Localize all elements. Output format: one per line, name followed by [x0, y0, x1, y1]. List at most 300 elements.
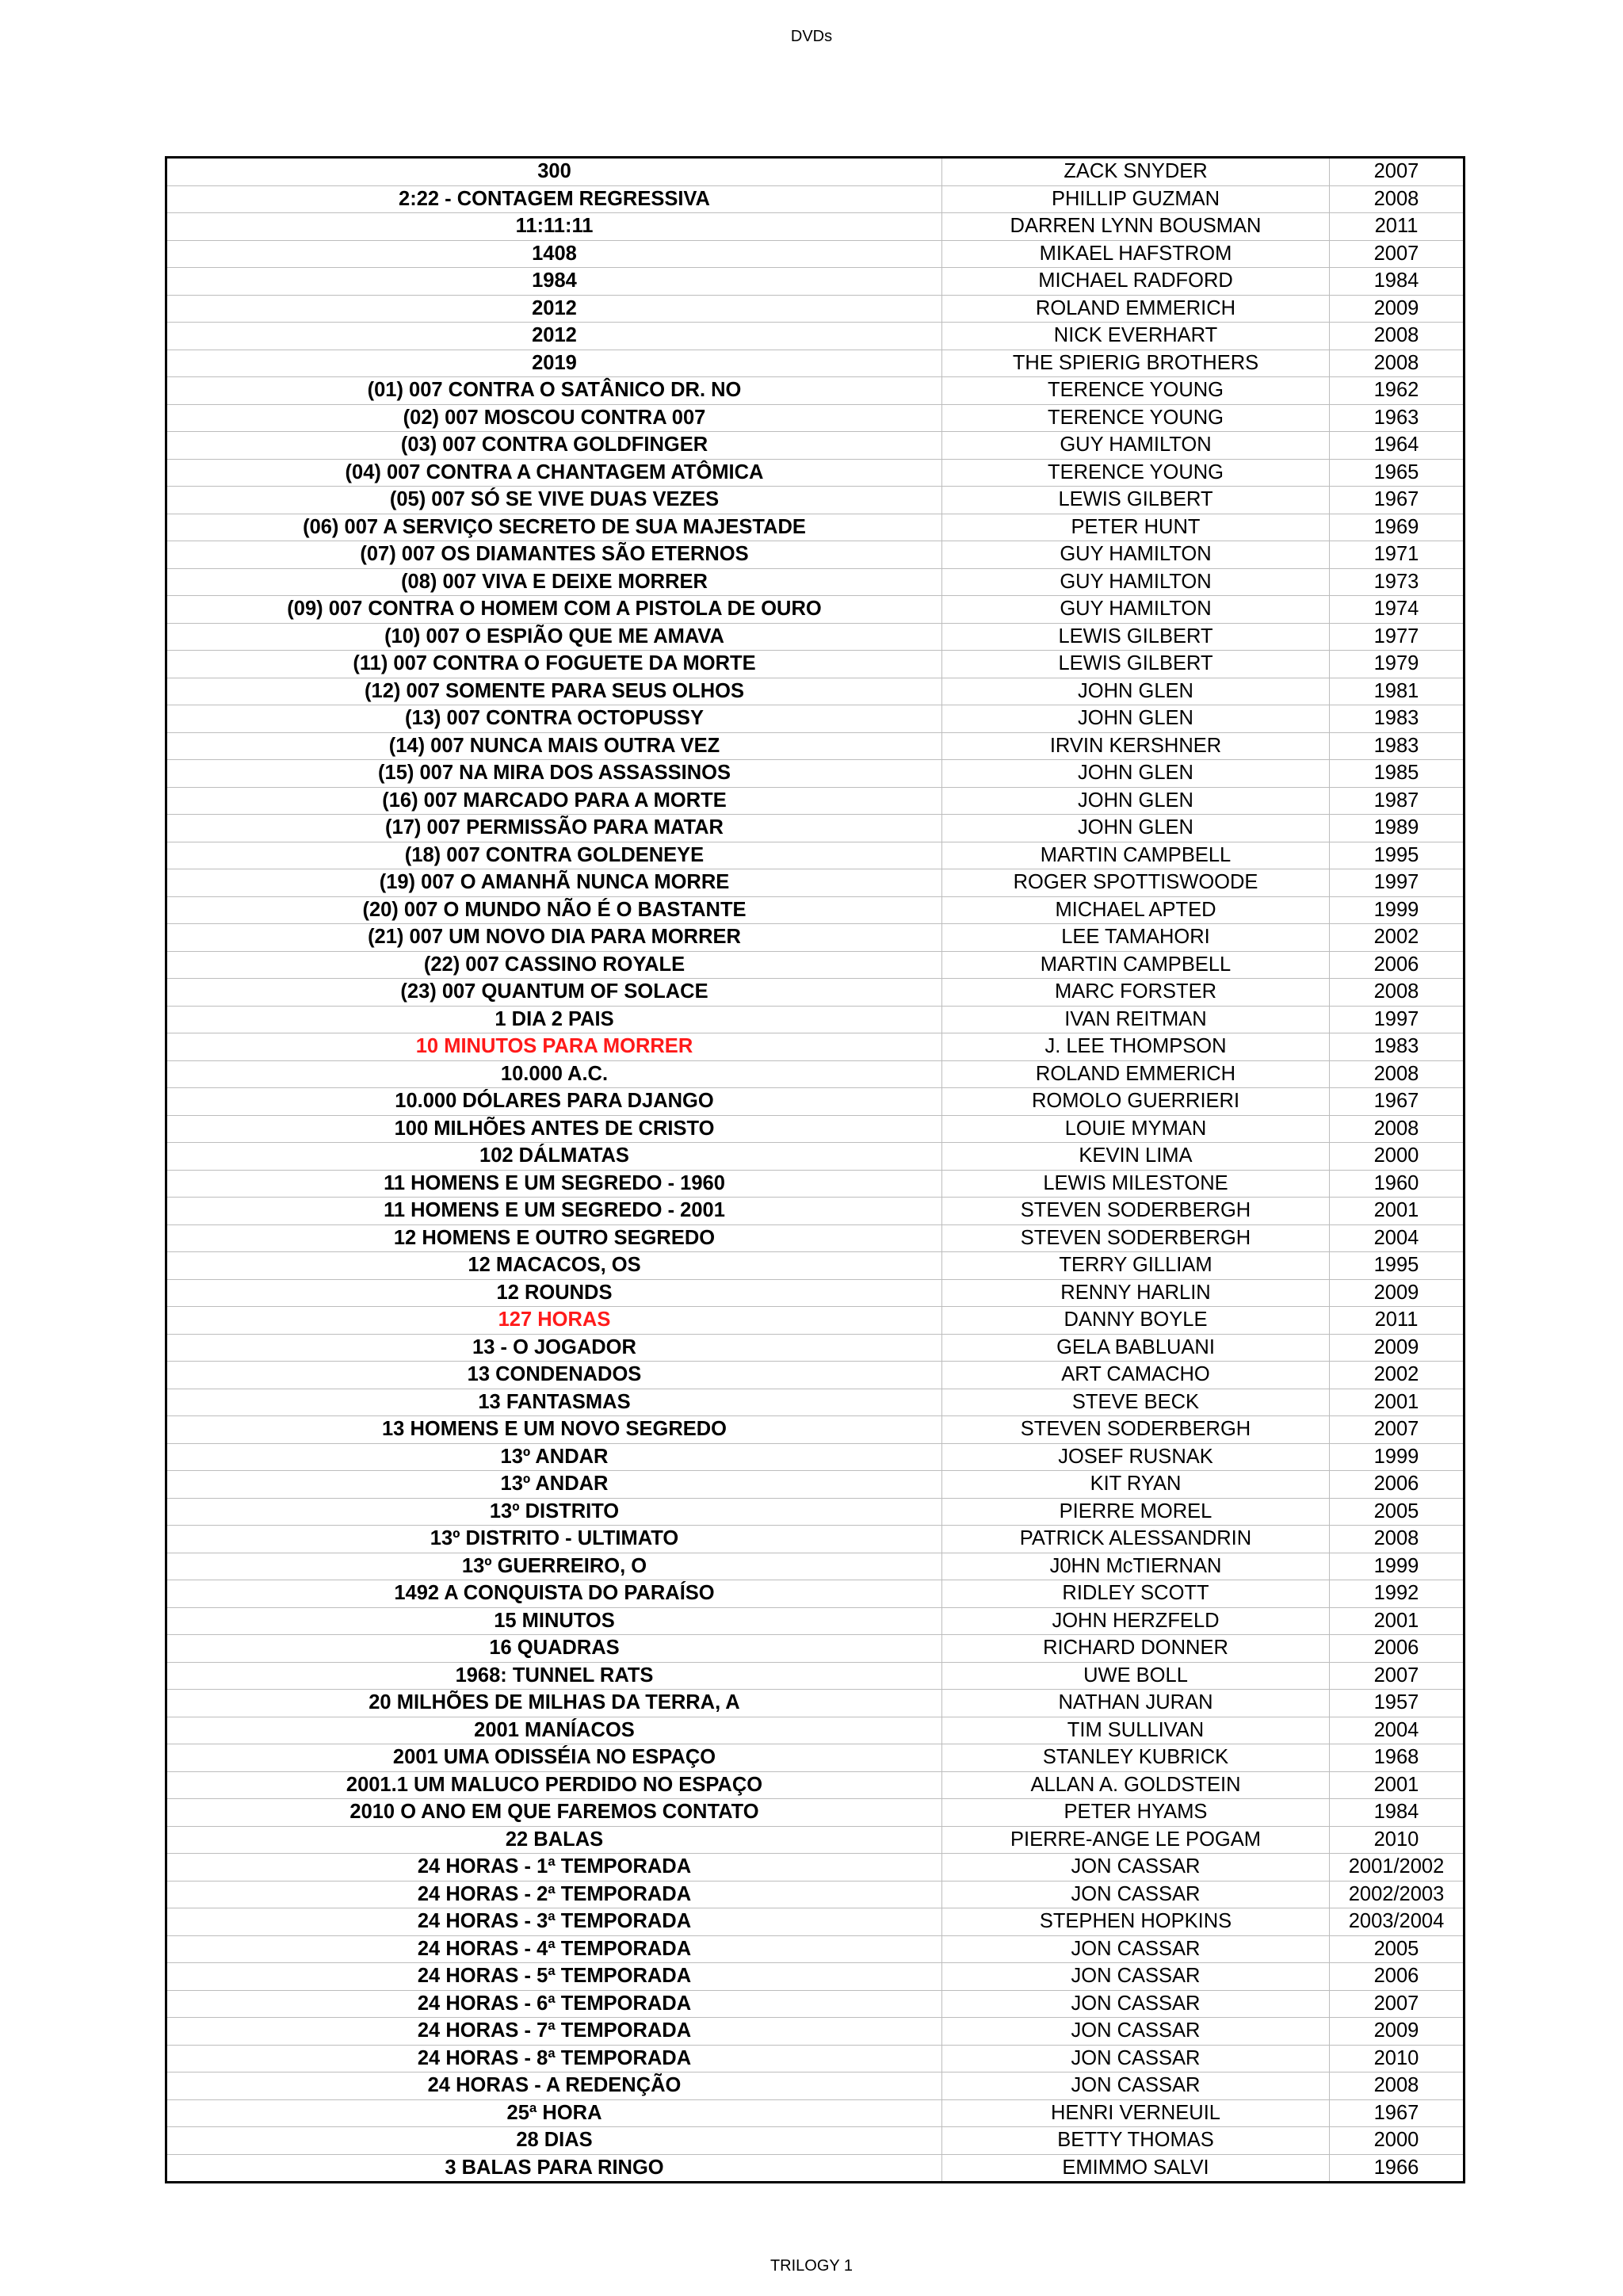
table-row — [166, 541, 1465, 569]
table-row — [166, 1607, 1465, 1635]
title-cell: 10.000 A.C. — [166, 1060, 942, 1088]
director-cell: J. LEE THOMPSON — [942, 1033, 1330, 1061]
table-row — [166, 842, 1465, 869]
table-row — [166, 678, 1465, 705]
year-cell: 2007 — [1330, 1416, 1465, 1444]
table-row — [166, 869, 1465, 897]
year-cell: 1963 — [1330, 404, 1465, 432]
title-cell: 12 ROUNDS — [166, 1279, 942, 1307]
director-cell: JON CASSAR — [942, 1963, 1330, 1991]
title-cell: 13º DISTRITO - ULTIMATO — [166, 1526, 942, 1553]
table-row — [166, 596, 1465, 624]
title-cell: 24 HORAS - 5ª TEMPORADA — [166, 1963, 942, 1991]
director-cell: NICK EVERHART — [942, 323, 1330, 350]
year-cell: 2009 — [1330, 1279, 1465, 1307]
year-cell: 2001 — [1330, 1198, 1465, 1225]
year-cell: 1983 — [1330, 732, 1465, 760]
title-cell: 24 HORAS - 7ª TEMPORADA — [166, 2018, 942, 2046]
director-cell: JON CASSAR — [942, 2018, 1330, 2046]
title-cell: (16) 007 MARCADO PARA A MORTE — [166, 787, 942, 815]
director-cell: THE SPIERIG BROTHERS — [942, 350, 1330, 377]
year-cell: 1965 — [1330, 459, 1465, 487]
year-cell: 1979 — [1330, 651, 1465, 678]
table-row — [166, 1362, 1465, 1389]
table-row — [166, 760, 1465, 788]
title-cell: 24 HORAS - A REDENÇÃO — [166, 2073, 942, 2100]
year-cell: 1985 — [1330, 760, 1465, 788]
title-cell: 2012 — [166, 295, 942, 323]
title-cell: 13º GUERREIRO, O — [166, 1553, 942, 1580]
table-row — [166, 487, 1465, 514]
table-row — [166, 213, 1465, 241]
year-cell: 2006 — [1330, 1963, 1465, 1991]
table-row — [166, 787, 1465, 815]
table-row — [166, 350, 1465, 377]
year-cell: 1964 — [1330, 432, 1465, 460]
table-row — [166, 1389, 1465, 1416]
year-cell: 1997 — [1330, 1006, 1465, 1033]
title-cell: 2001.1 UM MALUCO PERDIDO NO ESPAÇO — [166, 1771, 942, 1799]
title-cell: (17) 007 PERMISSÃO PARA MATAR — [166, 815, 942, 842]
table-row — [166, 1033, 1465, 1061]
year-cell: 2010 — [1330, 1826, 1465, 1854]
table-row — [166, 268, 1465, 296]
title-cell: (08) 007 VIVA E DEIXE MORRER — [166, 568, 942, 596]
director-cell: ROGER SPOTTISWOODE — [942, 869, 1330, 897]
year-cell: 2007 — [1330, 1990, 1465, 2018]
year-cell: 1983 — [1330, 705, 1465, 733]
title-cell: 102 DÁLMATAS — [166, 1143, 942, 1171]
table-row — [166, 1060, 1465, 1088]
title-cell: (10) 007 O ESPIÃO QUE ME AMAVA — [166, 623, 942, 651]
director-cell: PIERRE MOREL — [942, 1498, 1330, 1526]
director-cell: RICHARD DONNER — [942, 1635, 1330, 1663]
director-cell: JOHN GLEN — [942, 815, 1330, 842]
year-cell: 2004 — [1330, 1224, 1465, 1252]
director-cell: GELA BABLUANI — [942, 1334, 1330, 1362]
year-cell: 2004 — [1330, 1717, 1465, 1744]
title-cell: 1968: TUNNEL RATS — [166, 1662, 942, 1690]
table-row — [166, 1990, 1465, 2018]
title-cell: 300 — [166, 158, 942, 186]
title-cell: 10.000 DÓLARES PARA DJANGO — [166, 1088, 942, 1116]
director-cell: STEPHEN HOPKINS — [942, 1908, 1330, 1936]
director-cell: UWE BOLL — [942, 1662, 1330, 1690]
title-cell: 24 HORAS - 4ª TEMPORADA — [166, 1935, 942, 1963]
year-cell: 2008 — [1330, 2073, 1465, 2100]
year-cell: 2000 — [1330, 1143, 1465, 1171]
title-cell: (07) 007 OS DIAMANTES SÃO ETERNOS — [166, 541, 942, 569]
table-row — [166, 1224, 1465, 1252]
director-cell: ALLAN A. GOLDSTEIN — [942, 1771, 1330, 1799]
table-row — [166, 1526, 1465, 1553]
year-cell: 2010 — [1330, 2045, 1465, 2073]
year-cell: 1989 — [1330, 815, 1465, 842]
title-cell: 13º DISTRITO — [166, 1498, 942, 1526]
title-cell: (03) 007 CONTRA GOLDFINGER — [166, 432, 942, 460]
director-cell: DANNY BOYLE — [942, 1307, 1330, 1335]
title-cell: 13 FANTASMAS — [166, 1389, 942, 1416]
director-cell: TERRY GILLIAM — [942, 1252, 1330, 1280]
title-cell: (02) 007 MOSCOU CONTRA 007 — [166, 404, 942, 432]
year-cell: 2006 — [1330, 951, 1465, 979]
director-cell: GUY HAMILTON — [942, 541, 1330, 569]
year-cell: 2007 — [1330, 158, 1465, 186]
table-row — [166, 1826, 1465, 1854]
table-row — [166, 240, 1465, 268]
director-cell: KIT RYAN — [942, 1471, 1330, 1499]
title-cell: 11 HOMENS E UM SEGREDO - 2001 — [166, 1198, 942, 1225]
title-cell: 24 HORAS - 1ª TEMPORADA — [166, 1854, 942, 1881]
title-cell: 16 QUADRAS — [166, 1635, 942, 1663]
title-cell: (19) 007 O AMANHÃ NUNCA MORRE — [166, 869, 942, 897]
title-cell: 3 BALAS PARA RINGO — [166, 2154, 942, 2183]
page-header: DVDs — [790, 28, 833, 45]
title-cell: 13º ANDAR — [166, 1443, 942, 1471]
table-row — [166, 1744, 1465, 1772]
year-cell: 1999 — [1330, 896, 1465, 924]
director-cell: STEVEN SODERBERGH — [942, 1198, 1330, 1225]
table-row — [166, 2073, 1465, 2100]
title-cell: 100 MILHÕES ANTES DE CRISTO — [166, 1115, 942, 1143]
director-cell: RENNY HARLIN — [942, 1279, 1330, 1307]
table-row — [166, 1498, 1465, 1526]
year-cell: 1969 — [1330, 514, 1465, 541]
director-cell: GUY HAMILTON — [942, 432, 1330, 460]
title-cell: 24 HORAS - 6ª TEMPORADA — [166, 1990, 942, 2018]
table-row — [166, 432, 1465, 460]
year-cell: 2008 — [1330, 350, 1465, 377]
year-cell: 1974 — [1330, 596, 1465, 624]
director-cell: NATHAN JURAN — [942, 1690, 1330, 1717]
year-cell: 2009 — [1330, 295, 1465, 323]
table-row — [166, 1088, 1465, 1116]
year-cell: 2006 — [1330, 1635, 1465, 1663]
year-cell: 2006 — [1330, 1471, 1465, 1499]
year-cell: 1992 — [1330, 1580, 1465, 1608]
table-row — [166, 623, 1465, 651]
table-row — [166, 185, 1465, 213]
year-cell: 2000 — [1330, 2127, 1465, 2155]
table-row — [166, 896, 1465, 924]
year-cell: 2008 — [1330, 323, 1465, 350]
director-cell: MIKAEL HAFSTROM — [942, 240, 1330, 268]
director-cell: TERENCE YOUNG — [942, 459, 1330, 487]
table-row — [166, 1580, 1465, 1608]
director-cell: JON CASSAR — [942, 2073, 1330, 2100]
year-cell: 2008 — [1330, 1526, 1465, 1553]
title-cell: 1408 — [166, 240, 942, 268]
year-cell: 1968 — [1330, 1744, 1465, 1772]
director-cell: JOHN GLEN — [942, 678, 1330, 705]
table-row — [166, 1881, 1465, 1908]
title-cell: 13 - O JOGADOR — [166, 1334, 942, 1362]
table-row — [166, 1198, 1465, 1225]
title-cell: 11 HOMENS E UM SEGREDO - 1960 — [166, 1170, 942, 1198]
year-cell: 1962 — [1330, 377, 1465, 405]
table-row — [166, 1553, 1465, 1580]
table-row — [166, 459, 1465, 487]
table-row — [166, 1799, 1465, 1827]
year-cell: 1983 — [1330, 1033, 1465, 1061]
year-cell: 2008 — [1330, 1060, 1465, 1088]
title-cell: 13º ANDAR — [166, 1471, 942, 1499]
dvd-table-body — [166, 158, 1465, 2183]
table-row — [166, 1662, 1465, 1690]
year-cell: 2005 — [1330, 1935, 1465, 1963]
director-cell: JOHN GLEN — [942, 705, 1330, 733]
title-cell: (05) 007 SÓ SE VIVE DUAS VEZES — [166, 487, 942, 514]
table-row — [166, 2045, 1465, 2073]
director-cell: MARTIN CAMPBELL — [942, 951, 1330, 979]
title-cell: (06) 007 A SERVIÇO SECRETO DE SUA MAJESTADE — [166, 514, 942, 541]
table-row — [166, 1416, 1465, 1444]
title-cell: 12 HOMENS E OUTRO SEGREDO — [166, 1224, 942, 1252]
director-cell: JON CASSAR — [942, 1990, 1330, 2018]
director-cell: LEWIS GILBERT — [942, 651, 1330, 678]
director-cell: LOUIE MYMAN — [942, 1115, 1330, 1143]
title-cell: 2010 O ANO EM QUE FAREMOS CONTATO — [166, 1799, 942, 1827]
year-cell: 1966 — [1330, 2154, 1465, 2183]
director-cell: MICHAEL APTED — [942, 896, 1330, 924]
title-cell: 127 HORAS — [166, 1307, 942, 1335]
director-cell: PIERRE-ANGE LE POGAM — [942, 1826, 1330, 1854]
table-row — [166, 732, 1465, 760]
title-cell: 1 DIA 2 PAIS — [166, 1006, 942, 1033]
table-row — [166, 1690, 1465, 1717]
year-cell: 2005 — [1330, 1498, 1465, 1526]
title-cell: (14) 007 NUNCA MAIS OUTRA VEZ — [166, 732, 942, 760]
director-cell: KEVIN LIMA — [942, 1143, 1330, 1171]
year-cell: 1967 — [1330, 1088, 1465, 1116]
title-cell: 22 BALAS — [166, 1826, 942, 1854]
title-cell: 10 MINUTOS PARA MORRER — [166, 1033, 942, 1061]
director-cell: JON CASSAR — [942, 1854, 1330, 1881]
director-cell: DARREN LYNN BOUSMAN — [942, 213, 1330, 241]
year-cell: 2008 — [1330, 1115, 1465, 1143]
year-cell: 1995 — [1330, 842, 1465, 869]
director-cell: JON CASSAR — [942, 1881, 1330, 1908]
year-cell: 2001/2002 — [1330, 1854, 1465, 1881]
title-cell: 20 MILHÕES DE MILHAS DA TERRA, A — [166, 1690, 942, 1717]
table-row — [166, 1908, 1465, 1936]
director-cell: PATRICK ALESSANDRIN — [942, 1526, 1330, 1553]
director-cell: PETER HUNT — [942, 514, 1330, 541]
title-cell: (04) 007 CONTRA A CHANTAGEM ATÔMICA — [166, 459, 942, 487]
title-cell: 28 DIAS — [166, 2127, 942, 2155]
director-cell: RIDLEY SCOTT — [942, 1580, 1330, 1608]
year-cell: 2009 — [1330, 2018, 1465, 2046]
table-row — [166, 1006, 1465, 1033]
director-cell: ART CAMACHO — [942, 1362, 1330, 1389]
title-cell: (01) 007 CONTRA O SATÂNICO DR. NO — [166, 377, 942, 405]
table-row — [166, 705, 1465, 733]
year-cell: 1984 — [1330, 268, 1465, 296]
title-cell: (09) 007 CONTRA O HOMEM COM A PISTOLA DE OURO — [166, 596, 942, 624]
director-cell: ZACK SNYDER — [942, 158, 1330, 186]
year-cell: 2011 — [1330, 213, 1465, 241]
title-cell: 2:22 - CONTAGEM REGRESSIVA — [166, 185, 942, 213]
director-cell: JOHN HERZFELD — [942, 1607, 1330, 1635]
table-row — [166, 1443, 1465, 1471]
title-cell: (18) 007 CONTRA GOLDENEYE — [166, 842, 942, 869]
director-cell: LEWIS GILBERT — [942, 487, 1330, 514]
table-row — [166, 2099, 1465, 2127]
title-cell: (21) 007 UM NOVO DIA PARA MORRER — [166, 924, 942, 952]
year-cell: 1971 — [1330, 541, 1465, 569]
year-cell: 1977 — [1330, 623, 1465, 651]
table-row — [166, 651, 1465, 678]
director-cell: TIM SULLIVAN — [942, 1717, 1330, 1744]
title-cell: 2019 — [166, 350, 942, 377]
table-row — [166, 1115, 1465, 1143]
director-cell: PHILLIP GUZMAN — [942, 185, 1330, 213]
director-cell: LEWIS GILBERT — [942, 623, 1330, 651]
table-row — [166, 1279, 1465, 1307]
table-row — [166, 1334, 1465, 1362]
table-row — [166, 2018, 1465, 2046]
table-row — [166, 323, 1465, 350]
table-row — [166, 568, 1465, 596]
title-cell: 24 HORAS - 2ª TEMPORADA — [166, 1881, 942, 1908]
table-row — [166, 2127, 1465, 2155]
year-cell: 2002 — [1330, 1362, 1465, 1389]
title-cell: 11:11:11 — [166, 213, 942, 241]
table-row — [166, 1963, 1465, 1991]
year-cell: 2002/2003 — [1330, 1881, 1465, 1908]
year-cell: 1984 — [1330, 1799, 1465, 1827]
year-cell: 1999 — [1330, 1553, 1465, 1580]
director-cell: EMIMMO SALVI — [942, 2154, 1330, 2183]
year-cell: 1967 — [1330, 487, 1465, 514]
year-cell: 2008 — [1330, 185, 1465, 213]
title-cell: 2001 UMA ODISSÉIA NO ESPAÇO — [166, 1744, 942, 1772]
table-row — [166, 514, 1465, 541]
director-cell: BETTY THOMAS — [942, 2127, 1330, 2155]
year-cell: 1981 — [1330, 678, 1465, 705]
year-cell: 1973 — [1330, 568, 1465, 596]
table-row — [166, 815, 1465, 842]
director-cell: STEVE BECK — [942, 1389, 1330, 1416]
year-cell: 1999 — [1330, 1443, 1465, 1471]
director-cell: ROMOLO GUERRIERI — [942, 1088, 1330, 1116]
year-cell: 1967 — [1330, 2099, 1465, 2127]
table-row — [166, 924, 1465, 952]
table-row — [166, 1717, 1465, 1744]
director-cell: JON CASSAR — [942, 1935, 1330, 1963]
director-cell: ROLAND EMMERICH — [942, 1060, 1330, 1088]
director-cell: JOHN GLEN — [942, 760, 1330, 788]
director-cell: JOHN GLEN — [942, 787, 1330, 815]
page-footer: TRILOGY 1 — [769, 2257, 854, 2275]
year-cell: 1997 — [1330, 869, 1465, 897]
year-cell: 2008 — [1330, 979, 1465, 1007]
table-row — [166, 979, 1465, 1007]
director-cell: STEVEN SODERBERGH — [942, 1416, 1330, 1444]
table-row — [166, 404, 1465, 432]
director-cell: JON CASSAR — [942, 2045, 1330, 2073]
director-cell: HENRI VERNEUIL — [942, 2099, 1330, 2127]
year-cell: 2001 — [1330, 1771, 1465, 1799]
year-cell: 1995 — [1330, 1252, 1465, 1280]
year-cell: 1960 — [1330, 1170, 1465, 1198]
title-cell: (23) 007 QUANTUM OF SOLACE — [166, 979, 942, 1007]
table-row — [166, 1307, 1465, 1335]
title-cell: 2001 MANÍACOS — [166, 1717, 942, 1744]
director-cell: JOSEF RUSNAK — [942, 1443, 1330, 1471]
table-row — [166, 1143, 1465, 1171]
table-row — [166, 1471, 1465, 1499]
table-row — [166, 1252, 1465, 1280]
title-cell: (15) 007 NA MIRA DOS ASSASSINOS — [166, 760, 942, 788]
table-row — [166, 2154, 1465, 2183]
dvd-table — [165, 156, 1465, 2183]
title-cell: 25ª HORA — [166, 2099, 942, 2127]
table-row — [166, 1635, 1465, 1663]
table-row — [166, 158, 1465, 186]
title-cell: 1984 — [166, 268, 942, 296]
director-cell: IRVIN KERSHNER — [942, 732, 1330, 760]
director-cell: MARC FORSTER — [942, 979, 1330, 1007]
table-row — [166, 1771, 1465, 1799]
table-row — [166, 951, 1465, 979]
table-row — [166, 1854, 1465, 1881]
year-cell: 2011 — [1330, 1307, 1465, 1335]
year-cell: 2007 — [1330, 1662, 1465, 1690]
title-cell: 12 MACACOS, OS — [166, 1252, 942, 1280]
year-cell: 2003/2004 — [1330, 1908, 1465, 1936]
title-cell: (20) 007 O MUNDO NÃO É O BASTANTE — [166, 896, 942, 924]
director-cell: TERENCE YOUNG — [942, 377, 1330, 405]
year-cell: 1987 — [1330, 787, 1465, 815]
title-cell: (11) 007 CONTRA O FOGUETE DA MORTE — [166, 651, 942, 678]
director-cell: IVAN REITMAN — [942, 1006, 1330, 1033]
director-cell: LEWIS MILESTONE — [942, 1170, 1330, 1198]
table-row — [166, 1170, 1465, 1198]
title-cell: (13) 007 CONTRA OCTOPUSSY — [166, 705, 942, 733]
year-cell: 2001 — [1330, 1389, 1465, 1416]
director-cell: ROLAND EMMERICH — [942, 295, 1330, 323]
title-cell: 13 HOMENS E UM NOVO SEGREDO — [166, 1416, 942, 1444]
title-cell: (12) 007 SOMENTE PARA SEUS OLHOS — [166, 678, 942, 705]
title-cell: 2012 — [166, 323, 942, 350]
year-cell: 2007 — [1330, 240, 1465, 268]
table-row — [166, 1935, 1465, 1963]
director-cell: STANLEY KUBRICK — [942, 1744, 1330, 1772]
director-cell: GUY HAMILTON — [942, 596, 1330, 624]
year-cell: 2001 — [1330, 1607, 1465, 1635]
year-cell: 1957 — [1330, 1690, 1465, 1717]
director-cell: GUY HAMILTON — [942, 568, 1330, 596]
title-cell: (22) 007 CASSINO ROYALE — [166, 951, 942, 979]
director-cell: TERENCE YOUNG — [942, 404, 1330, 432]
director-cell: MARTIN CAMPBELL — [942, 842, 1330, 869]
year-cell: 2009 — [1330, 1334, 1465, 1362]
director-cell: STEVEN SODERBERGH — [942, 1224, 1330, 1252]
year-cell: 2002 — [1330, 924, 1465, 952]
table-row — [166, 295, 1465, 323]
table-row — [166, 377, 1465, 405]
title-cell: 1492 A CONQUISTA DO PARAÍSO — [166, 1580, 942, 1608]
title-cell: 13 CONDENADOS — [166, 1362, 942, 1389]
director-cell: J0HN McTIERNAN — [942, 1553, 1330, 1580]
title-cell: 15 MINUTOS — [166, 1607, 942, 1635]
director-cell: LEE TAMAHORI — [942, 924, 1330, 952]
director-cell: PETER HYAMS — [942, 1799, 1330, 1827]
title-cell: 24 HORAS - 3ª TEMPORADA — [166, 1908, 942, 1936]
director-cell: MICHAEL RADFORD — [942, 268, 1330, 296]
title-cell: 24 HORAS - 8ª TEMPORADA — [166, 2045, 942, 2073]
